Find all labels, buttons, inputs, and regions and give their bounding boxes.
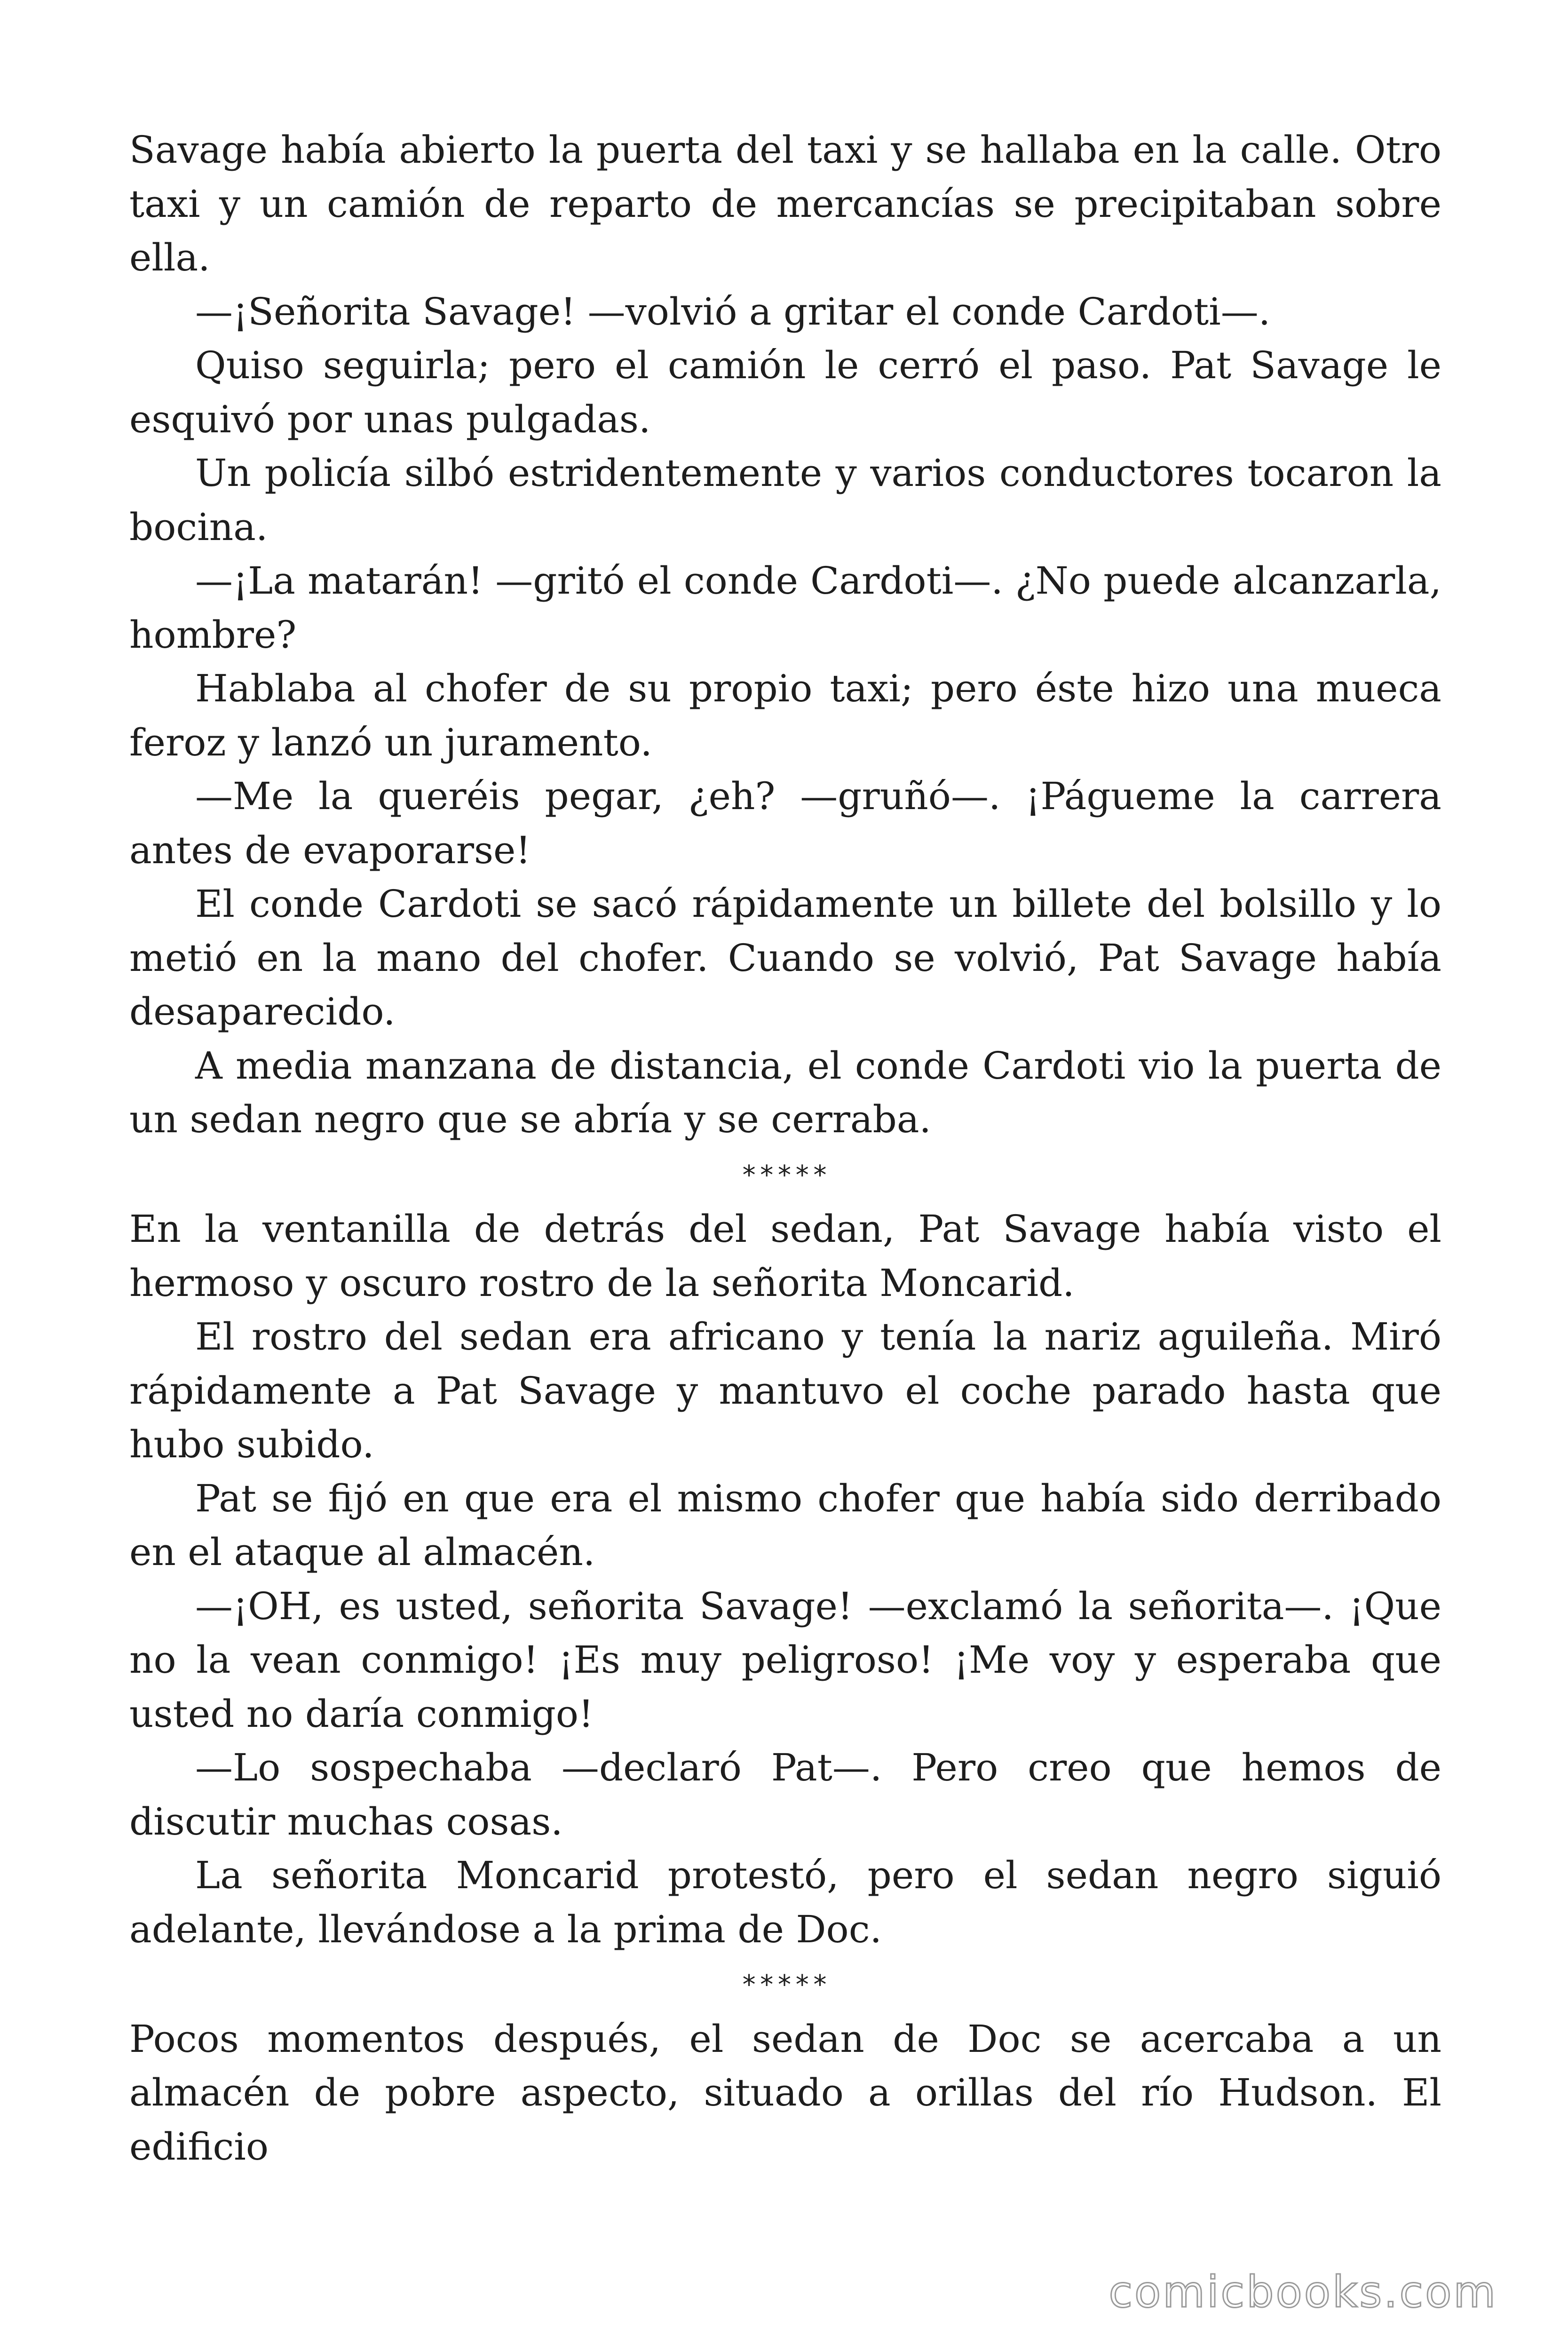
paragraph: Savage había abierto la puerta del taxi y se hallaba en la calle. Otro taxi y un camión de reparto de mercancías se precipitaban sobre ella. (129, 128, 1441, 279)
paragraph: Quiso seguirla; pero el camión le cerró el paso. Pat Savage le esquivó por unas pulgadas. (129, 343, 1441, 441)
paragraph: —Lo sospechaba —declaró Pat—. Pero creo que hemos de discutir muchas cosas. (129, 1746, 1441, 1843)
paragraph: El conde Cardoti se sacó rápidamente un billete del bolsillo y lo metió en la mano del chofer. Cuando se volvió, Pat Savage había desaparecido. (129, 882, 1441, 1033)
paragraph: El rostro del sedan era africano y tenía la nariz aguileña. Miró rápidamente a Pat Savage y mantuvo el coche parado hasta que hubo subido. (129, 1315, 1441, 1466)
watermark-logo: comicbooks.com (1109, 2267, 1497, 2317)
paragraph: En la ventanilla de detrás del sedan, Pat Savage había visto el hermoso y oscuro rostro de la señorita Moncarid. (129, 1207, 1441, 1305)
paragraph: —¡La matarán! —gritó el conde Cardoti—. ¿No puede alcanzarla, hombre? (129, 559, 1441, 657)
scene-separator: ***** (741, 1160, 830, 1191)
paragraph: —¡Señorita Savage! —volvió a gritar el conde Cardoti—. (195, 289, 1271, 334)
paragraph: Un policía silbó estridentemente y varios conductores tocaron la bocina. (129, 451, 1441, 549)
paragraph: Hablaba al chofer de su propio taxi; pero éste hizo una mueca feroz y lanzó un juramento. (129, 667, 1441, 764)
paragraph: Pat se fijó en que era el mismo chofer que había sido derribado en el ataque al almacén. (129, 1476, 1441, 1574)
paragraph: A media manzana de distancia, el conde Cardoti vio la puerta de un sedan negro que se abría y se cerraba. (129, 1043, 1441, 1141)
paragraph: La señorita Moncarid protestó, pero el sedan negro siguió adelante, llevándose a la prima de Doc. (129, 1853, 1441, 1951)
page-text (129, 123, 1441, 2174)
paragraph: —¡OH, es usted, señorita Savage! —exclamó la señorita—. ¡Que no la vean conmigo! ¡Es muy peligroso! ¡Me voy y esperaba que usted no daría conmigo! (129, 1584, 1441, 1736)
paragraph: Pocos momentos después, el sedan de Doc se acercaba a un almacén de pobre aspecto, situado a orillas del río Hudson. El edificio (129, 2017, 1441, 2169)
paragraph: —Me la queréis pegar, ¿eh? —gruñó—. ¡Págueme la carrera antes de evaporarse! (129, 774, 1441, 872)
scene-separator: ***** (741, 1970, 830, 2000)
